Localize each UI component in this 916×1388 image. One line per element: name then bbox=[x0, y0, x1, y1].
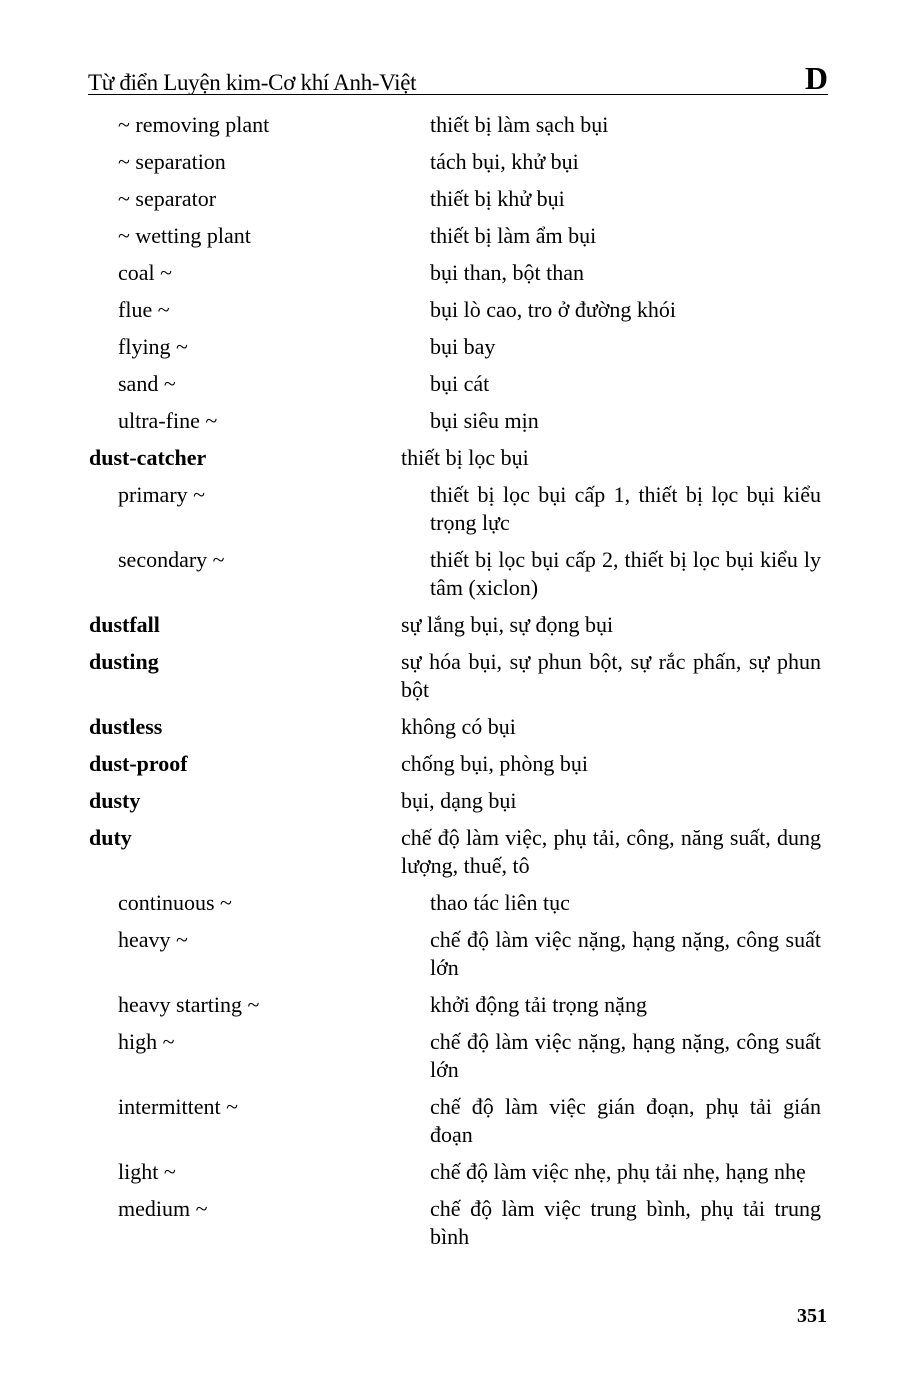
subentry bbox=[0, 185, 916, 213]
subentry-term: secondary ~ bbox=[118, 547, 225, 572]
running-header bbox=[88, 62, 828, 95]
entry-definition: thiết bị làm ẩm bụi bbox=[430, 223, 597, 248]
subentry-term: heavy ~ bbox=[118, 927, 188, 952]
entry-definition: bụi siêu mịn bbox=[430, 408, 539, 433]
book-title: Từ điển Luyện kim-Cơ khí Anh-Việt bbox=[88, 70, 417, 95]
subentry bbox=[0, 481, 916, 537]
subentry-term: sand ~ bbox=[118, 371, 176, 396]
subentry-term: flying ~ bbox=[118, 334, 188, 359]
subentry-term: coal ~ bbox=[118, 260, 173, 285]
headword-term: dust-proof bbox=[89, 751, 188, 776]
subentry bbox=[0, 222, 916, 250]
subentry-term: ~ removing plant bbox=[118, 112, 270, 137]
subentry bbox=[0, 259, 916, 287]
entry-definition: tách bụi, khử bụi bbox=[430, 149, 579, 174]
subentry bbox=[0, 407, 916, 435]
headword-entry bbox=[0, 611, 916, 639]
headword-entry bbox=[0, 713, 916, 741]
headword-term: dusty bbox=[89, 788, 141, 813]
entry-definition: thiết bị khử bụi bbox=[430, 186, 565, 211]
headword-entry bbox=[0, 750, 916, 778]
entry-definition: thiết bị lọc bụi cấp 1, thiết bị lọc bụi kiểu trọng lực bbox=[430, 482, 821, 535]
entry-definition: chế độ làm việc nặng, hạng nặng, công suất lớn bbox=[430, 927, 821, 980]
entry-definition: không có bụi bbox=[401, 714, 516, 739]
headword-term: dust-catcher bbox=[89, 445, 207, 470]
subentry bbox=[0, 111, 916, 139]
subentry-term: medium ~ bbox=[118, 1196, 208, 1221]
subentry-term: ~ separator bbox=[118, 186, 217, 211]
headword-entry bbox=[0, 824, 916, 880]
subentry-term: heavy starting ~ bbox=[118, 992, 260, 1017]
entry-definition: bụi cát bbox=[430, 371, 490, 396]
headword-entry bbox=[0, 444, 916, 472]
entry-definition: chế độ làm việc nặng, hạng nặng, công suất lớn bbox=[430, 1029, 821, 1082]
entry-definition: thao tác liên tục bbox=[430, 890, 570, 915]
entry-definition: khởi động tải trọng nặng bbox=[430, 992, 647, 1017]
dictionary-entries bbox=[0, 111, 916, 1260]
subentry bbox=[0, 1158, 916, 1186]
subentry-term: ~ wetting plant bbox=[118, 223, 251, 248]
entry-definition: sự hóa bụi, sự phun bột, sự rắc phấn, sự phun bột bbox=[401, 649, 821, 702]
entry-definition: chế độ làm việc trung bình, phụ tải trung bình bbox=[430, 1196, 821, 1249]
entry-definition: bụi, dạng bụi bbox=[401, 788, 517, 813]
subentry bbox=[0, 148, 916, 176]
subentry bbox=[0, 1093, 916, 1149]
headword-entry bbox=[0, 787, 916, 815]
subentry bbox=[0, 889, 916, 917]
subentry bbox=[0, 991, 916, 1019]
subentry bbox=[0, 926, 916, 982]
headword-term: dustfall bbox=[89, 612, 160, 637]
entry-definition: sự lắng bụi, sự đọng bụi bbox=[401, 612, 614, 637]
page-number: 351 bbox=[797, 1305, 827, 1327]
subentry-term: primary ~ bbox=[118, 482, 206, 507]
subentry-term: continuous ~ bbox=[118, 890, 232, 915]
subentry bbox=[0, 296, 916, 324]
subentry bbox=[0, 1195, 916, 1251]
entry-definition: chế độ làm việc gián đoạn, phụ tải gián đoạn bbox=[430, 1094, 821, 1147]
subentry-term: intermittent ~ bbox=[118, 1094, 239, 1119]
entry-definition: chế độ làm việc nhẹ, phụ tải nhẹ, hạng nhẹ bbox=[430, 1159, 806, 1184]
headword-term: dustless bbox=[89, 714, 163, 739]
entry-definition: bụi than, bột than bbox=[430, 260, 584, 285]
subentry bbox=[0, 370, 916, 398]
subentry bbox=[0, 1028, 916, 1084]
subentry-term: ultra-fine ~ bbox=[118, 408, 218, 433]
entry-definition: thiết bị lọc bụi bbox=[401, 445, 529, 470]
subentry-term: light ~ bbox=[118, 1159, 176, 1184]
headword-term: dusting bbox=[89, 649, 159, 674]
subentry-term: flue ~ bbox=[118, 297, 170, 322]
headword-term: duty bbox=[89, 825, 132, 850]
subentry bbox=[0, 546, 916, 602]
entry-definition: bụi lò cao, tro ở đường khói bbox=[430, 297, 676, 322]
subentry-term: ~ separation bbox=[118, 149, 226, 174]
headword-entry bbox=[0, 648, 916, 704]
entry-definition: thiết bị lọc bụi cấp 2, thiết bị lọc bụi kiểu ly tâm (xiclon) bbox=[430, 547, 821, 600]
entry-definition: bụi bay bbox=[430, 334, 496, 359]
subentry bbox=[0, 333, 916, 361]
subentry-term: high ~ bbox=[118, 1029, 175, 1054]
section-letter: D bbox=[804, 60, 828, 96]
entry-definition: chống bụi, phòng bụi bbox=[401, 751, 588, 776]
entry-definition: thiết bị làm sạch bụi bbox=[430, 112, 609, 137]
entry-definition: chế độ làm việc, phụ tải, công, năng suất, dung lượng, thuế, tô bbox=[401, 825, 821, 878]
